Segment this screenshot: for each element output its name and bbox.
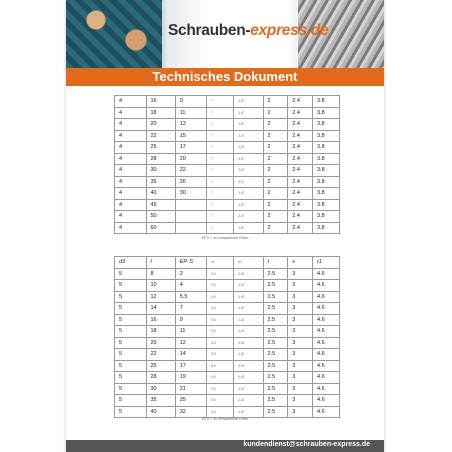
table-cell: 3.8 [313, 176, 340, 188]
table-cell: 28 [146, 153, 175, 165]
table-cell: 2.4 [288, 107, 313, 119]
table-cell: 9 [175, 96, 207, 108]
table-cell: 4,82 [234, 383, 263, 395]
table-cell: 7 [207, 165, 234, 177]
table-cell: 8,8 [207, 406, 234, 418]
table-cell: s [288, 257, 313, 269]
table-cell: 4,82 [234, 303, 263, 315]
table-cell: 3,87 [234, 153, 263, 165]
table-cell: 20 [146, 119, 175, 131]
table-cell: 4.6 [313, 360, 340, 372]
table-cell: 2 [263, 153, 288, 165]
table-cell: 3,87 [234, 188, 263, 200]
table-cell: 3 [288, 360, 313, 372]
document-title: Technisches Dokument [66, 68, 384, 86]
table-cell: 3.8 [313, 199, 340, 211]
table-cell: 5 [115, 337, 147, 349]
table-cell: 8,8 [207, 349, 234, 361]
brand-logo[interactable] [168, 22, 328, 40]
table-cell: 4.6 [313, 406, 340, 418]
table-cell: 5 [115, 349, 147, 361]
header-banner [66, 0, 384, 68]
table-cell: 4.6 [313, 268, 340, 280]
table-cell: 5 [115, 406, 147, 418]
table-cell: 2.5 [263, 372, 288, 384]
table-cell: 2.5 [263, 360, 288, 372]
logo-main-text: Schrauben- [168, 22, 251, 39]
spec-table-size-5 [114, 256, 340, 418]
table-cell: 3 [288, 349, 313, 361]
table-cell: 7 [207, 176, 234, 188]
table-cell: 4.6 [313, 349, 340, 361]
table-cell: 8,8 [207, 337, 234, 349]
table-cell: r1 [313, 257, 340, 269]
table-cell: 3 [288, 314, 313, 326]
table-cell: 3 [288, 337, 313, 349]
table-cell: 4,82 [234, 360, 263, 372]
table-cell: 4 [115, 165, 147, 177]
table-row [115, 360, 340, 372]
table-cell: 4 [175, 280, 207, 292]
table-cell: 2.4 [288, 188, 313, 200]
table-cell: 4 [115, 199, 147, 211]
table-cell: 2 [263, 165, 288, 177]
table-row [115, 349, 340, 361]
table-cell: 22 [146, 349, 175, 361]
table-cell: 2 [263, 176, 288, 188]
table-cell: 9 [175, 314, 207, 326]
table-cell: 5 [115, 303, 147, 315]
table-cell: 8,8 [207, 280, 234, 292]
table-cell: 8,8 [207, 303, 234, 315]
table-cell: 3 [288, 303, 313, 315]
table-cell: 3.8 [313, 165, 340, 177]
table-cell: 4 [115, 188, 147, 200]
table-cell: 5 [115, 291, 147, 303]
table-cell: 8,8 [207, 314, 234, 326]
table-cell: 18 [146, 326, 175, 338]
table-cell: 4 [115, 142, 147, 154]
table-cell: 2.5 [263, 280, 288, 292]
table-cell: 2.4 [288, 119, 313, 131]
table-cell: 3,87 [234, 199, 263, 211]
table-cell: 3,87 [234, 119, 263, 131]
table-cell: 4,82 [234, 395, 263, 407]
table-cell: 2.4 [288, 176, 313, 188]
table-cell: 2 [263, 188, 288, 200]
table-cell: 2 [263, 222, 288, 234]
table-cell: 16 [146, 314, 175, 326]
table-cell: 4 [115, 130, 147, 142]
table-cell: 7 [207, 130, 234, 142]
table-cell: 21 [175, 383, 207, 395]
table-cell: 17 [175, 360, 207, 372]
table-cell: 4.6 [313, 326, 340, 338]
table-cell: 8,8 [207, 395, 234, 407]
table-row [115, 188, 340, 200]
table-cell: 3.8 [313, 96, 340, 108]
table-cell: d3 [234, 257, 263, 269]
table-cell: 7 [207, 188, 234, 200]
table-cell: 3,87 [234, 130, 263, 142]
table-cell: 4,82 [234, 326, 263, 338]
table-cell: 8,8 [207, 383, 234, 395]
table-cell: 7 [207, 199, 234, 211]
table-cell: 2.5 [263, 395, 288, 407]
table-cell: 8,8 [207, 326, 234, 338]
table-cell: 7 [207, 96, 234, 108]
table-row [115, 119, 340, 131]
table-cell: 16 [146, 96, 175, 108]
table-cell: d2 [207, 257, 234, 269]
table-cell: 20 [175, 153, 207, 165]
table-cell: 8,8 [207, 372, 234, 384]
table-cell: 4 [115, 176, 147, 188]
table-cell: 4 [115, 107, 147, 119]
table-cell: EP. S [175, 257, 207, 269]
table-cell: 25 [146, 142, 175, 154]
table-cell: 26 [175, 176, 207, 188]
table-cell: 4 [115, 222, 147, 234]
table-cell: 3 [288, 280, 313, 292]
table-cell [175, 199, 207, 211]
table-cell: 19 [175, 372, 207, 384]
table-cell: 32 [175, 406, 207, 418]
table-cell: 3,87 [234, 176, 263, 188]
table-cell [175, 211, 207, 223]
table-row [115, 96, 340, 108]
table-cell: 18 [146, 107, 175, 119]
table-cell: 12 [175, 337, 207, 349]
table-cell: 2.4 [288, 222, 313, 234]
table-cell: 4,82 [234, 280, 263, 292]
table-cell: 2.5 [263, 326, 288, 338]
table-row [115, 176, 340, 188]
table-cell: 3 [288, 395, 313, 407]
table-row [115, 268, 340, 280]
logo-accent-text: express.de [250, 22, 329, 39]
table-cell: 4 [115, 119, 147, 131]
table-cell: 4.6 [313, 337, 340, 349]
table-cell: 15 [175, 130, 207, 142]
table-cell: 2.5 [263, 349, 288, 361]
table-cell: 4,82 [234, 268, 263, 280]
table-cell: 4,82 [234, 314, 263, 326]
table-cell: 4,82 [234, 372, 263, 384]
table-cell: 5 [115, 280, 147, 292]
table-cell: 2 [263, 211, 288, 223]
table-cell: 4.6 [313, 291, 340, 303]
table-cell: 3 [288, 406, 313, 418]
table-cell: 12 [146, 291, 175, 303]
table-cell: 3 [288, 372, 313, 384]
table-row [115, 107, 340, 119]
table-cell: 2 [263, 96, 288, 108]
table-cell: 3.8 [313, 188, 340, 200]
table-cell: 4 [115, 96, 147, 108]
table-cell: 5 [115, 360, 147, 372]
table-cell: 5 [115, 372, 147, 384]
table-cell: 30 [175, 188, 207, 200]
table-header-row [115, 257, 340, 269]
table-cell: 7 [207, 107, 234, 119]
table-cell: 4,82 [234, 406, 263, 418]
table1-footnote: EP.S = zu versparende Elobo [201, 236, 249, 240]
table-cell: t [263, 257, 288, 269]
table-cell: 2.4 [288, 153, 313, 165]
table-cell: 30 [146, 165, 175, 177]
table-cell: 2 [263, 107, 288, 119]
table-cell: 5 [115, 383, 147, 395]
table-cell: 3.8 [313, 142, 340, 154]
table-cell: 3.8 [313, 130, 340, 142]
table-row [115, 372, 340, 384]
table-cell: 35 [146, 395, 175, 407]
table-cell: 3 [288, 268, 313, 280]
table-cell: 2.5 [263, 314, 288, 326]
table-cell: 2.4 [288, 211, 313, 223]
table-row [115, 383, 340, 395]
table-cell: 2 [263, 130, 288, 142]
table-row [115, 211, 340, 223]
table-cell: 50 [146, 211, 175, 223]
table-cell: 4.6 [313, 314, 340, 326]
table-cell: 3,87 [234, 222, 263, 234]
table-cell: 40 [146, 406, 175, 418]
table-cell: 3.8 [313, 211, 340, 223]
table-cell: 4,82 [234, 291, 263, 303]
table-cell: 8,8 [207, 360, 234, 372]
table-cell: 4,82 [234, 349, 263, 361]
table-cell: 25 [146, 360, 175, 372]
table-cell: 13 [175, 119, 207, 131]
table-row [115, 153, 340, 165]
table-cell: 11 [175, 107, 207, 119]
footer-bar [66, 440, 384, 452]
table-row [115, 337, 340, 349]
table-cell: d3 [115, 257, 147, 269]
table-cell: 45 [146, 199, 175, 211]
table-cell: 2 [263, 142, 288, 154]
table-row [115, 199, 340, 211]
table-cell: 3,87 [234, 96, 263, 108]
table-cell: 2.4 [288, 165, 313, 177]
table-cell: 3.8 [313, 107, 340, 119]
table-cell: 11 [175, 326, 207, 338]
table-cell: 4,82 [234, 337, 263, 349]
table-cell: 14 [146, 303, 175, 315]
table-cell: 4.6 [313, 280, 340, 292]
table-cell: 14 [175, 349, 207, 361]
table-cell: 8,8 [207, 268, 234, 280]
table-cell: 4.6 [313, 383, 340, 395]
table-row [115, 291, 340, 303]
table-cell: 35 [146, 176, 175, 188]
table-cell: 8,8 [207, 291, 234, 303]
table-cell: 2.5 [263, 303, 288, 315]
table2-footnote: EP.S = zu versparende Elobo [201, 417, 249, 421]
table-cell [175, 222, 207, 234]
table-row [115, 406, 340, 418]
table-cell: 5 [115, 268, 147, 280]
table-cell: 4.6 [313, 303, 340, 315]
table-cell: 2.5 [263, 383, 288, 395]
table-cell: 2 [263, 199, 288, 211]
table-row [115, 130, 340, 142]
table-row [115, 326, 340, 338]
table-row [115, 303, 340, 315]
table-cell: 60 [146, 222, 175, 234]
table-cell: 28 [146, 372, 175, 384]
table-cell: 2.5 [263, 337, 288, 349]
table-cell: 2 [175, 268, 207, 280]
table-row [115, 222, 340, 234]
table-cell: 2.5 [263, 291, 288, 303]
table-cell: 20 [146, 337, 175, 349]
table-row [115, 165, 340, 177]
table-cell: 4.6 [313, 372, 340, 384]
table-cell: 3 [288, 291, 313, 303]
table-cell: 2.5 [263, 268, 288, 280]
table-cell: 3.8 [313, 119, 340, 131]
table-cell: 8 [146, 268, 175, 280]
tools-photo [66, 0, 162, 68]
table-cell: 7 [207, 119, 234, 131]
table-row [115, 142, 340, 154]
table-cell: 5 [115, 326, 147, 338]
table-cell: 2.4 [288, 199, 313, 211]
table-cell: 40 [146, 188, 175, 200]
support-email-link[interactable]: kundendienst@schrauben-express.de [243, 441, 370, 448]
table-cell: 3,87 [234, 165, 263, 177]
table-cell: 7 [207, 153, 234, 165]
table-cell: 10 [146, 280, 175, 292]
spec-table-size-4 [114, 95, 340, 234]
table-cell: 4.6 [313, 395, 340, 407]
table-cell: 5 [115, 314, 147, 326]
table-cell: 22 [175, 165, 207, 177]
table-cell: 3,87 [234, 142, 263, 154]
table-cell: 3.8 [313, 153, 340, 165]
table-cell: 7 [207, 211, 234, 223]
table-cell: 7 [207, 222, 234, 234]
table-cell: 5.5 [175, 291, 207, 303]
table-cell: 17 [175, 142, 207, 154]
table-cell: 3,87 [234, 211, 263, 223]
table-cell: 2.5 [263, 406, 288, 418]
table-row [115, 280, 340, 292]
document-page [66, 0, 384, 452]
table-cell: 3 [288, 326, 313, 338]
table-cell: 4 [115, 153, 147, 165]
table-cell: 4 [115, 211, 147, 223]
table-cell: 3.8 [313, 222, 340, 234]
table-cell: 22 [146, 130, 175, 142]
table-cell: 30 [146, 383, 175, 395]
table-cell: 25 [175, 395, 207, 407]
table-row [115, 314, 340, 326]
table-cell: 2.4 [288, 130, 313, 142]
table-cell: 7 [175, 303, 207, 315]
table-cell: 3,87 [234, 107, 263, 119]
table-row [115, 395, 340, 407]
table-cell: l [146, 257, 175, 269]
table-cell: 2 [263, 119, 288, 131]
table-cell: 7 [207, 142, 234, 154]
table-cell: 2.4 [288, 96, 313, 108]
table-cell: 5 [115, 395, 147, 407]
table-cell: 3 [288, 383, 313, 395]
table-cell: 2.4 [288, 142, 313, 154]
